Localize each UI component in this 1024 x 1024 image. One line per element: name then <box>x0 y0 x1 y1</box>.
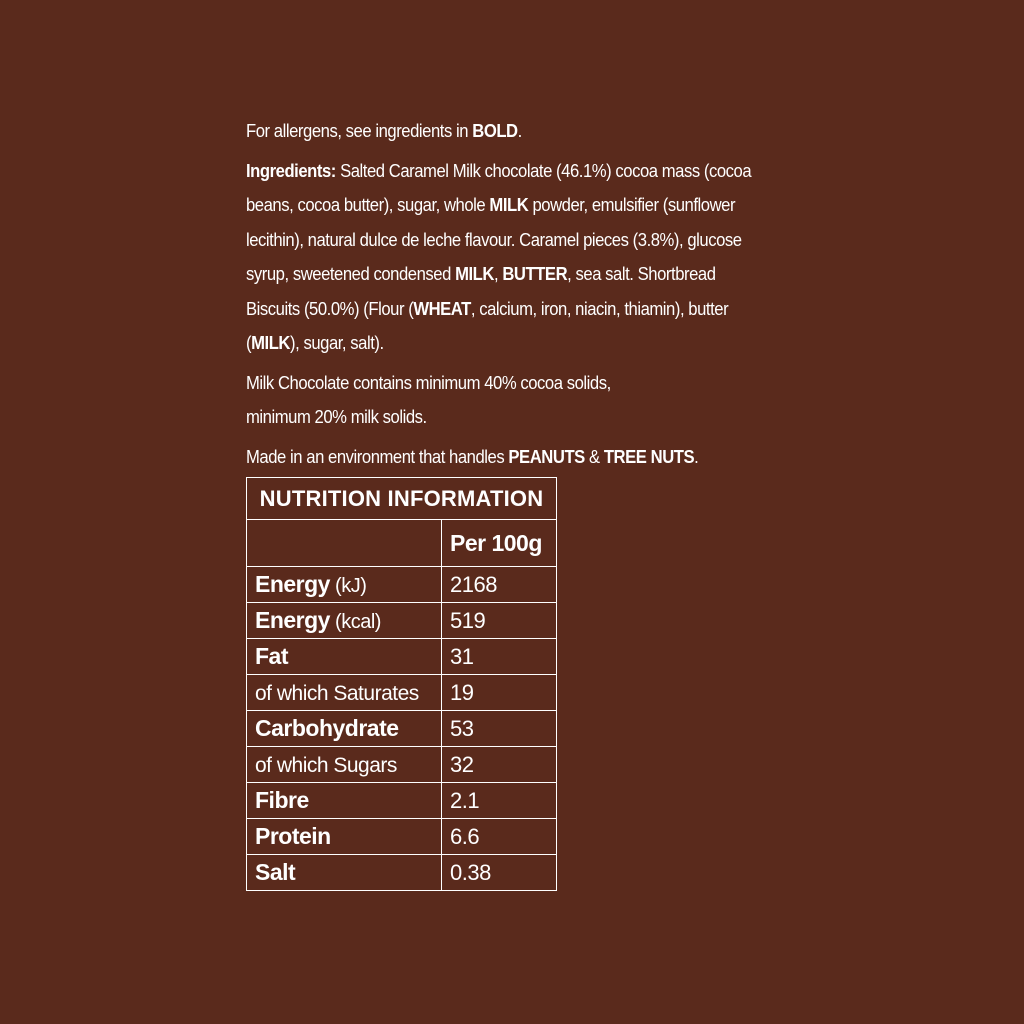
nutrition-title-row <box>247 478 557 520</box>
nutrient-value: 32 <box>442 747 557 783</box>
allergen-note-suffix: . <box>517 120 522 141</box>
ingredients-text: ), sugar, salt). <box>290 332 384 353</box>
environment-note-text: . <box>694 445 699 467</box>
chocolate-note-line: minimum 20% milk solids. <box>246 406 427 427</box>
nutrient-value: 53 <box>442 711 557 747</box>
nutrition-row <box>247 747 557 783</box>
environment-note-allergen: TREE NUTS <box>603 445 695 467</box>
nutrition-row <box>247 783 557 819</box>
ingredients-label: Ingredients: <box>246 159 336 181</box>
nutrient-value: 2.1 <box>442 783 557 819</box>
ingredients-text: , calcium, iron, niacin, thiamin), butter ( <box>246 297 729 353</box>
ingredients-text: Salted Caramel Milk chocolate (46.1%) cocoa mass (cocoa beans, cocoa butter), sugar, whole <box>246 159 752 215</box>
nutrition-row <box>247 639 557 675</box>
nutrient-name: Fat <box>255 643 288 669</box>
nutrient-value: 2168 <box>442 567 557 603</box>
nutrition-row <box>247 855 557 891</box>
chocolate-note-line: Milk Chocolate contains minimum 40% cocoa solids, <box>246 371 611 393</box>
nutrition-table <box>246 477 557 891</box>
nutrient-name: Energy <box>255 571 330 597</box>
nutrient-unit: (kcal) <box>329 611 381 633</box>
nutrient-unit: (kJ) <box>329 575 367 597</box>
ingredients-allergen: MILK <box>455 263 494 284</box>
nutrient-value: 6.6 <box>442 819 557 855</box>
nutrient-name: Protein <box>255 823 331 849</box>
ingredients-allergen: WHEAT <box>413 297 471 319</box>
nutrient-name: Fibre <box>255 787 309 813</box>
environment-note-text: Made in an environment that handles <box>246 445 509 467</box>
ingredients-text: powder, emulsifier (sunflower lecithin), natural dulce de leche flavour. Caramel pieces (3.8%), glucose syrup, sweetened condensed <box>246 194 742 284</box>
ingredients-text-block <box>246 114 759 479</box>
ingredients-text: , sea salt. Shortbread Biscuits (50.0%) (Flour ( <box>246 263 716 319</box>
nutrient-name: Salt <box>255 859 296 885</box>
nutrient-name: Carbohydrate <box>255 715 399 741</box>
environment-note <box>246 440 759 475</box>
ingredients-text: , <box>493 263 503 284</box>
nutrition-row <box>247 711 557 747</box>
ingredients-allergen: MILK <box>489 194 529 215</box>
nutrient-value: 0.38 <box>442 855 557 891</box>
per-100g-header: Per 100g <box>442 520 557 567</box>
nutrition-title: NUTRITION INFORMATION <box>247 478 557 520</box>
nutrient-name: Energy <box>255 607 330 633</box>
nutrient-value: 519 <box>442 603 557 639</box>
ingredients-allergen: MILK <box>251 332 291 353</box>
nutrition-row <box>247 567 557 603</box>
ingredients-paragraph <box>246 154 759 361</box>
chocolate-note <box>246 366 759 435</box>
allergen-note-text: For allergens, see ingredients in <box>246 120 473 141</box>
nutrition-header-empty <box>247 520 442 567</box>
nutrition-header-row <box>247 520 557 567</box>
environment-note-allergen: PEANUTS <box>508 445 585 467</box>
nutrition-row <box>247 675 557 711</box>
nutrient-value: 19 <box>442 675 557 711</box>
nutrient-sub-name: of which Sugars <box>255 753 397 777</box>
nutrition-row <box>247 603 557 639</box>
environment-note-text: & <box>584 445 604 467</box>
nutrition-row <box>247 819 557 855</box>
ingredients-allergen: BUTTER <box>502 263 568 284</box>
nutrient-value: 31 <box>442 639 557 675</box>
nutrient-sub-name: of which Saturates <box>255 681 419 705</box>
allergen-note-bold: BOLD <box>472 120 518 141</box>
allergen-note <box>246 114 759 149</box>
